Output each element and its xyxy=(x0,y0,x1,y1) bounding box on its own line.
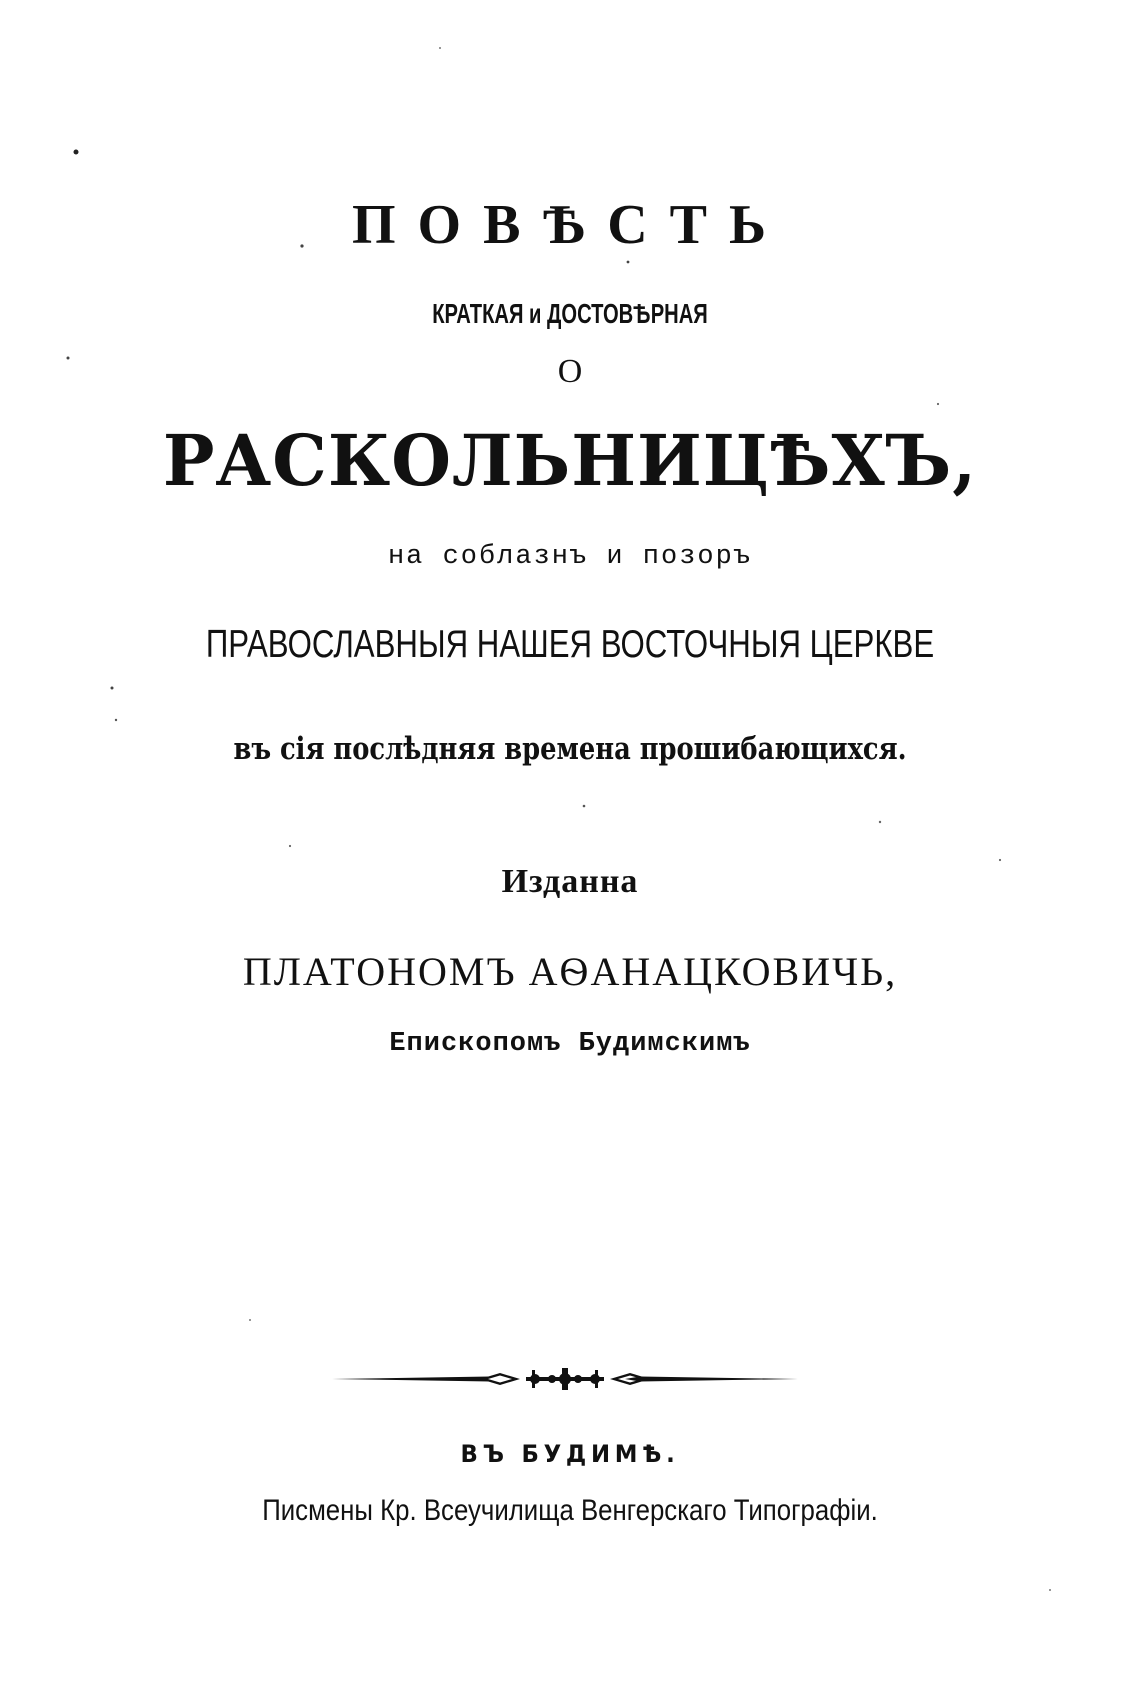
published-label: Изданна xyxy=(501,863,639,900)
author-name: ПЛАТОНОМЪ АѲАНАЦКОВИЧЬ, xyxy=(242,949,898,994)
main-subject-heading: РАСКОЛЬНИЦѢХЪ, xyxy=(162,419,978,502)
book-title: ПОВѢСТЬ xyxy=(351,194,789,256)
author-title: Епископомъ Будимскимъ xyxy=(389,1029,751,1059)
line-church: ПРАВОСЛАВНЫЯ НАШЕЯ ВОСТОЧНЫЯ ЦЕРКВЕ xyxy=(205,623,935,666)
imprint-city: ВЪ БУДИМѢ. xyxy=(460,1440,680,1468)
subtitle-short-and-true: КРАТКАЯ и ДОСТОВѢРНАЯ xyxy=(432,298,708,329)
line-seduction: на соблазнъ и позоръ xyxy=(387,542,753,572)
imprint-press: Писмены Кр. Всеучилища Венгерскаго Типографіи. xyxy=(262,1494,878,1527)
line-times: въ сія послѣдняя времена прошибающихся. xyxy=(233,731,907,767)
ornament-divider xyxy=(330,1364,800,1394)
subtitle-about: О xyxy=(557,353,583,390)
